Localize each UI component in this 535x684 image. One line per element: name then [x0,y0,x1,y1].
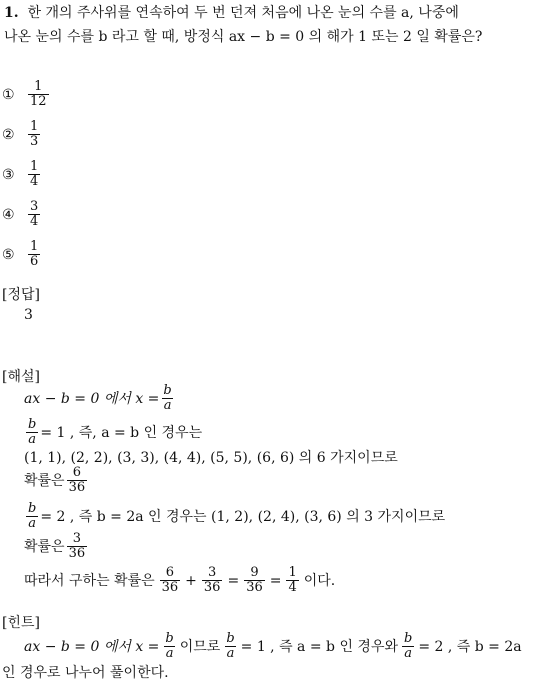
question-line-2 [4,28,482,46]
fraction: $\frac{6}{36}$ [161,565,179,595]
choice-marker: ① [2,86,15,103]
question-number: 1. [4,5,19,21]
choice-fraction: $\frac{1}{4}$ [30,159,39,189]
explanation-line-6: 확률은 $\frac{3}{36}$ [24,531,86,561]
explanation-label: [해설] [2,369,40,385]
answer-label: [정답] [2,287,40,303]
choice-3[interactable] [2,160,42,189]
explanation-line-7: 따라서 구하는 확률은 $\frac{6}{36}$ + $\frac{3}{36}$ = $\frac{9}{36}$ = $\frac{1}{4}$ 이다. [24,565,336,595]
question-line-1 [4,4,459,22]
choice-marker: ③ [2,166,15,183]
question-text-2: 나온 눈의 수를 b 라고 할 때, 방정식 ax − b = 0 의 해가 1 또는 2 일 확률은? [4,29,483,45]
choice-marker: ④ [2,206,15,223]
fraction: $\frac{b}{a}$ [28,501,37,531]
hint-line-1: ax − b = 0 에서 x = $\frac{b}{a}$ 이므로 $\frac{b}{a}$ = 1 , 즉 a = b 인 경우와 $\frac{b}{a}$ = 2 , 즉 b = 2a [24,631,522,661]
fraction: $\frac{1}{4}$ [288,565,297,595]
fraction: $\frac{b}{a}$ [28,417,37,447]
fraction: $\frac{3}{36}$ [68,531,86,561]
explanation-line-4: 확률은 $\frac{6}{36}$ [24,465,86,495]
explanation-line-3: (1, 1), (2, 2), (3, 3), (4, 4), (5, 5), (6, 6) 의 6 가지이므로 [24,450,398,466]
question-text-1: 한 개의 주사위를 연속하여 두 번 던져 처음에 나온 눈의 수를 a, 나중에 [27,5,459,21]
explanation-line-1: ax − b = 0 에서 x = $\frac{b}{a}$ [24,383,172,413]
choice-fraction: $\frac{1}{6}$ [30,239,39,269]
answer-value: 3 [24,307,33,323]
choice-4[interactable] [2,200,42,229]
choice-fraction: $\frac{1}{3}$ [30,119,39,149]
fraction: $\frac{3}{36}$ [203,565,221,595]
explanation-line-2: $\frac{b}{a}$ = 1 , 즉, a = b 인 경우는 [28,417,203,447]
fraction: $\frac{b}{a}$ [404,631,413,661]
fraction: $\frac{9}{36}$ [246,565,263,595]
fraction: $\frac{b}{a}$ [163,383,172,413]
hint-line-2: 인 경우로 나누어 풀이한다. [2,665,169,681]
choice-marker: ② [2,126,15,143]
fraction: $\frac{b}{a}$ [226,631,235,661]
choice-2[interactable] [2,120,42,149]
choice-5[interactable] [2,240,42,269]
explanation-line-5: $\frac{b}{a}$ = 2 , 즉 b = 2a 인 경우는 (1, 2), (2, 4), (3, 6) 의 3 가지이므로 [28,501,446,531]
choice-marker: ⑤ [2,246,15,263]
hint-label: [힌트] [2,615,40,631]
choice-fraction: $\frac{1}{12}$ [30,79,47,109]
fraction: $\frac{b}{a}$ [165,631,174,661]
choice-1[interactable] [2,80,51,109]
fraction: $\frac{6}{36}$ [68,465,86,495]
choice-fraction: $\frac{3}{4}$ [30,199,39,229]
